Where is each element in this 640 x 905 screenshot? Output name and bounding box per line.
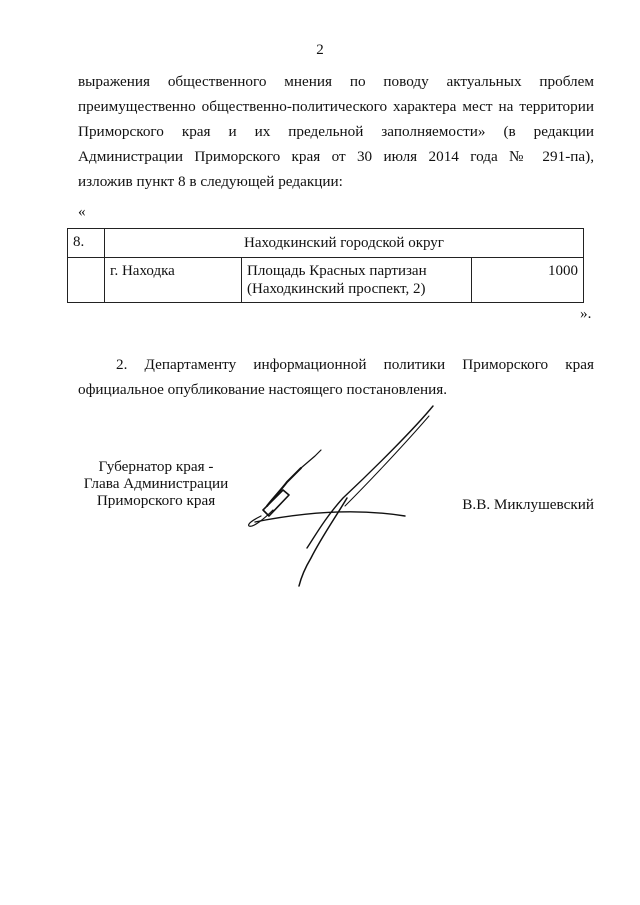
intro-paragraph [78,69,594,194]
signatory-name: В.В. Миклушевский [462,496,594,513]
closing-quote: ». [580,305,592,322]
intro-line: изложив пункт 8 в следующей редакции: [78,173,343,190]
intro-line: Администрации Приморского края от 30 июля 2014 года № 291-па), [78,148,594,165]
amendment-table [67,228,584,303]
signatory-title-line: Глава Администрации [83,475,229,492]
district-cell: Находкинский городской округ [105,229,584,258]
paragraph-line: официальное опубликование настоящего постановления. [78,381,447,398]
capacity-cell: 1000 [472,258,584,303]
table-row [68,229,584,258]
table-row [68,258,584,303]
intro-line: преимущественно общественно-политического характера мест на территории [78,98,594,115]
page-number: 2 [316,42,324,58]
opening-quote: « [78,203,86,220]
empty-cell [68,258,105,303]
place-line: Площадь Красных партизан [247,263,427,279]
intro-line: Приморского края и их предельной заполняемости» (в редакции [78,123,594,140]
handwritten-signature [225,398,465,598]
city-cell: г. Находка [105,258,242,303]
place-cell [242,258,472,303]
paragraph-line: 2. Департаменту информационной политики Приморского края [116,356,594,373]
signatory-title-line: Приморского края [96,492,216,509]
signatory-title-line: Губернатор края - [98,458,214,475]
signatory-title [78,458,234,509]
place-line: (Находкинский проспект, 2) [247,281,426,297]
paragraph-2 [78,352,594,402]
item-number-cell: 8. [68,229,105,258]
intro-line: выражения общественного мнения по поводу актуальных проблем [78,73,594,90]
